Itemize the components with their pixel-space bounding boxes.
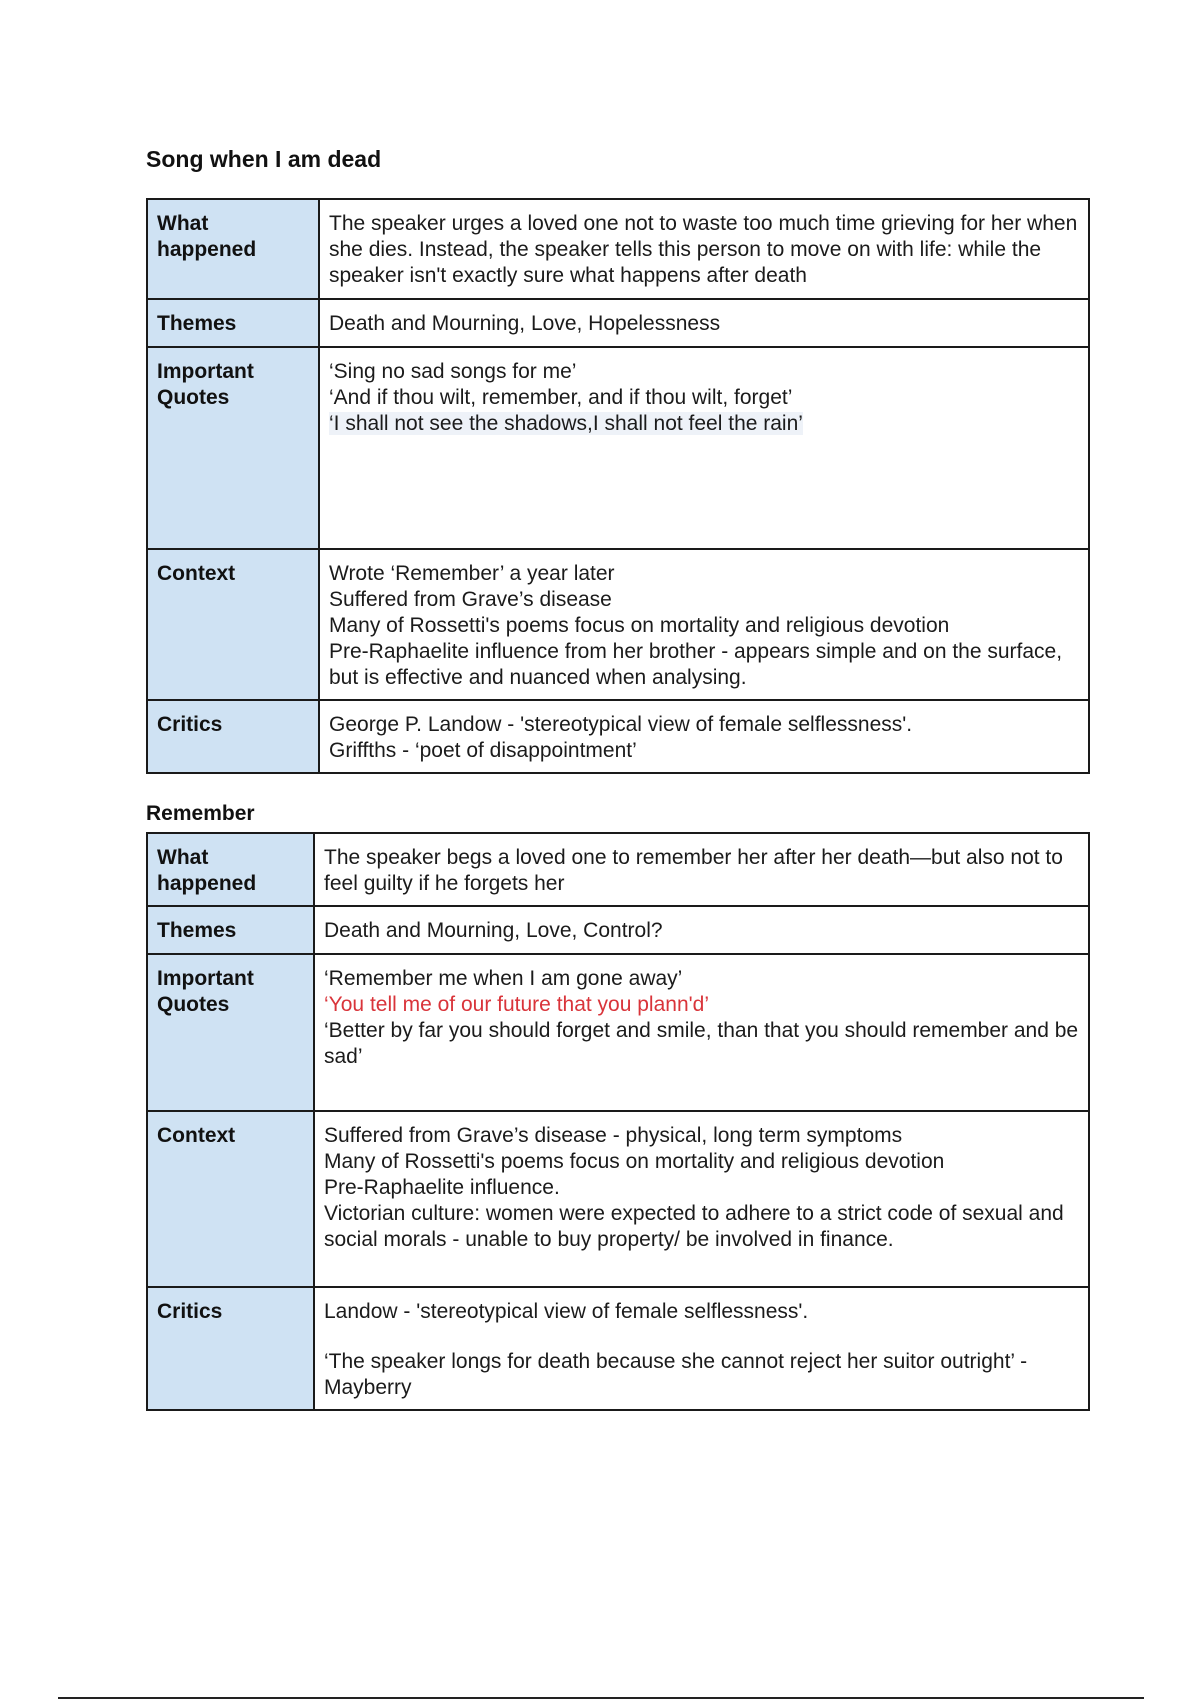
row-content-what-happened: The speaker urges a loved one not to waste too much time grieving for her when she dies. Instead, the speaker tells this person to move on with life: while the speaker isn't exactly sure what happens after death bbox=[319, 199, 1089, 299]
table-row bbox=[147, 906, 1089, 954]
context-line: Suffered from Grave’s disease - physical, long term symptoms bbox=[324, 1124, 903, 1147]
row-content-critics bbox=[319, 700, 1089, 773]
row-content-context bbox=[314, 1111, 1089, 1287]
quote-line: ‘Remember me when I am gone away’ bbox=[324, 967, 683, 990]
row-label-context: Context bbox=[147, 549, 319, 700]
row-label-critics: Critics bbox=[147, 700, 319, 773]
quote-line: ‘Better by far you should forget and smile, than that you should remember and be sad’ bbox=[324, 1019, 1079, 1068]
table-row bbox=[147, 833, 1089, 906]
row-content-important-quotes bbox=[314, 954, 1089, 1111]
context-line: Many of Rossetti's poems focus on mortality and religious devotion bbox=[329, 614, 950, 637]
table-row bbox=[147, 700, 1089, 773]
row-content-themes: Death and Mourning, Love, Hopelessness bbox=[319, 299, 1089, 347]
context-line: Suffered from Grave’s disease bbox=[329, 588, 612, 611]
context-line: Pre-Raphaelite influence from her brother - appears simple and on the surface, but is effective and nuanced when analysing. bbox=[329, 640, 1063, 689]
context-line: Victorian culture: women were expected to adhere to a strict code of sexual and social morals - unable to buy property/ be involved in finance. bbox=[324, 1202, 1064, 1251]
row-label-important-quotes: Important Quotes bbox=[147, 347, 319, 549]
line-gap bbox=[324, 1325, 1079, 1349]
quote-line: ‘And if thou wilt, remember, and if thou wilt, forget’ bbox=[329, 386, 793, 409]
context-line: Pre-Raphaelite influence. bbox=[324, 1176, 560, 1199]
quote-line bbox=[329, 411, 1079, 437]
section-title-remember: Remember bbox=[146, 802, 255, 825]
quote-line: ‘Sing no sad songs for me’ bbox=[329, 360, 577, 383]
critic-line: George P. Landow - 'stereotypical view of female selflessness'. bbox=[329, 713, 913, 736]
table-row bbox=[147, 549, 1089, 700]
row-content-critics bbox=[314, 1287, 1089, 1410]
table-row bbox=[147, 1111, 1089, 1287]
table-row bbox=[147, 954, 1089, 1111]
row-content-important-quotes bbox=[319, 347, 1089, 549]
context-line: Wrote ‘Remember’ a year later bbox=[329, 562, 615, 585]
highlighted-quote: ‘I shall not see the shadows,I shall not feel the rain’ bbox=[329, 412, 803, 435]
page-bottom-rule bbox=[58, 1697, 1144, 1699]
notes-table-remember bbox=[146, 832, 1090, 1411]
critic-line: Griffths - ‘poet of disappointment’ bbox=[329, 739, 637, 762]
notes-table-song-when-i-am-dead bbox=[146, 198, 1090, 774]
quote-line-red: ‘You tell me of our future that you plann'd’ bbox=[324, 993, 709, 1016]
table-row bbox=[147, 1287, 1089, 1410]
critic-line: Landow - 'stereotypical view of female selflessness'. bbox=[324, 1300, 809, 1323]
row-label-critics: Critics bbox=[147, 1287, 314, 1410]
critic-line: ‘The speaker longs for death because she cannot reject her suitor outright’ - Mayberry bbox=[324, 1350, 1028, 1399]
row-label-what-happened: What happened bbox=[147, 833, 314, 906]
context-line: Many of Rossetti's poems focus on mortality and religious devotion bbox=[324, 1150, 945, 1173]
section-title-song-when-i-am-dead: Song when I am dead bbox=[146, 146, 382, 172]
table-row bbox=[147, 299, 1089, 347]
row-content-themes: Death and Mourning, Love, Control? bbox=[314, 906, 1089, 954]
row-label-themes: Themes bbox=[147, 299, 319, 347]
row-label-themes: Themes bbox=[147, 906, 314, 954]
table-row bbox=[147, 199, 1089, 299]
table-row bbox=[147, 347, 1089, 549]
row-content-what-happened: The speaker begs a loved one to remember her after her death—but also not to feel guilty if he forgets her bbox=[314, 833, 1089, 906]
row-label-what-happened: What happened bbox=[147, 199, 319, 299]
row-content-context bbox=[319, 549, 1089, 700]
row-label-important-quotes: Important Quotes bbox=[147, 954, 314, 1111]
row-label-context: Context bbox=[147, 1111, 314, 1287]
